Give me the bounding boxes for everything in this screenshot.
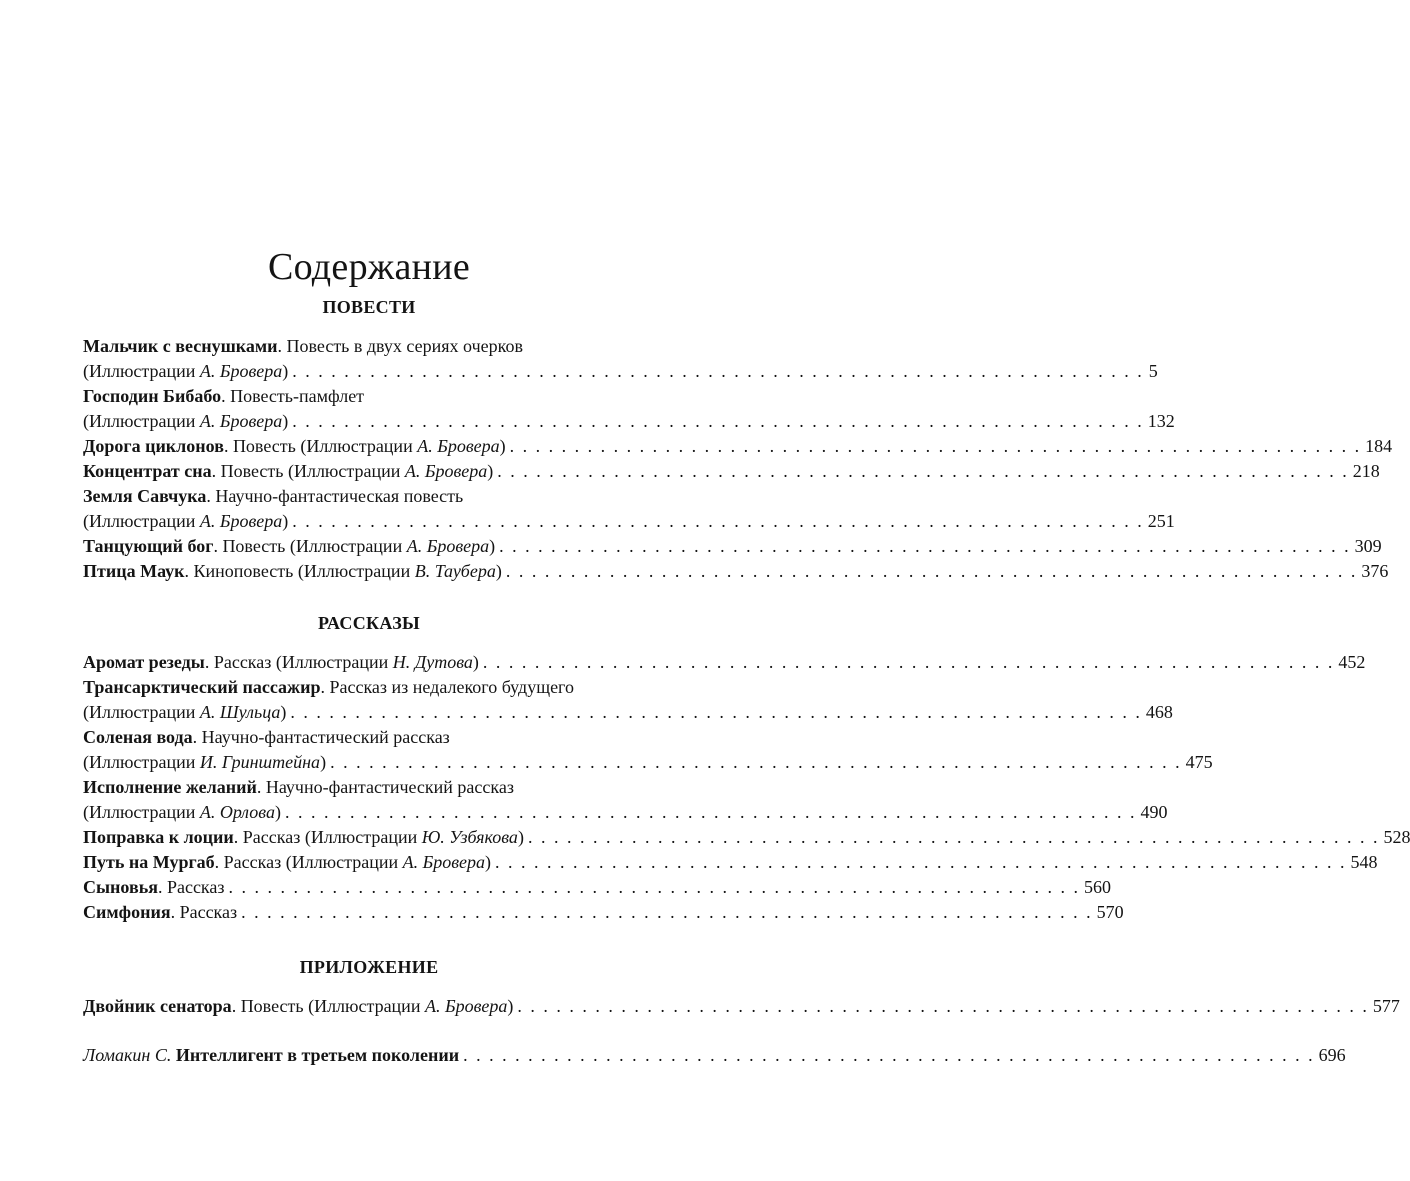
toc-line <box>83 700 1173 725</box>
toc-entry <box>83 850 1378 875</box>
entry-description: . Повесть (Иллюстрации <box>213 536 407 556</box>
entry-description: . Рассказ <box>157 877 225 897</box>
toc-entry <box>83 775 1168 825</box>
entry-text <box>83 650 479 675</box>
section-heading: РАССКАЗЫ <box>318 613 420 633</box>
illustrator-name: В. Таубера <box>414 561 496 581</box>
entry-text <box>83 875 225 900</box>
dot-leader: . . . . . . . . . . . . . . . . . . . . . . . . . . . . . . . . . . . . . . . . . . . . . . . . . . . . . . . . . . . . . . . . . . <box>497 461 1349 481</box>
page-number: 5 <box>1148 361 1158 381</box>
entry-description: (Иллюстрации <box>83 361 200 381</box>
section-heading: ПРИЛОЖЕНИЕ <box>299 957 439 977</box>
illustrator-name: И. Гринштейна <box>199 752 321 772</box>
toc-entry <box>83 484 1175 534</box>
entry-description-end: ) <box>282 511 289 531</box>
section-heading: ПОВЕСТИ <box>322 297 416 317</box>
toc-line <box>83 384 649 409</box>
illustrator-name: А. Бровера <box>406 536 490 556</box>
toc-line <box>83 459 1380 484</box>
page-number: 570 <box>1096 902 1124 922</box>
dot-leader: . . . . . . . . . . . . . . . . . . . . . . . . . . . . . . . . . . . . . . . . . . . . . . . . . . . . . . . . . . . . . . . . . . <box>527 827 1380 847</box>
entry-text <box>83 800 281 825</box>
entry-description: (Иллюстрации <box>83 411 200 431</box>
entry-text <box>83 825 524 850</box>
entry-title: Господин Бибабо <box>83 386 222 406</box>
author-name: Ломакин С. <box>83 1045 172 1065</box>
entry-title: Дорога циклонов <box>83 436 224 456</box>
entry-description: . Киноповесть (Иллюстрации <box>184 561 415 581</box>
page-number: 184 <box>1365 436 1393 456</box>
entry-subtitle: . Повесть-памфлет <box>221 386 365 406</box>
illustrator-name: А. Шульца <box>199 702 281 722</box>
illustrator-name: А. Бровера <box>417 436 500 456</box>
entry-description-end: ) <box>507 996 514 1016</box>
illustrator-name: А. Орлова <box>199 802 275 822</box>
page-title: Содержание <box>267 246 471 289</box>
entry-description: (Иллюстрации <box>83 511 200 531</box>
dot-leader: . . . . . . . . . . . . . . . . . . . . . . . . . . . . . . . . . . . . . . . . . . . . . . . . . . . . . . . . . . . . . . . . . . <box>509 436 1362 456</box>
toc-entry <box>83 534 1382 559</box>
entry-description-end: ) <box>517 827 524 847</box>
illustrator-name: Ю. Узбякова <box>421 827 518 847</box>
illustrator-name: Н. Дутова <box>392 652 473 672</box>
dot-leader: . . . . . . . . . . . . . . . . . . . . . . . . . . . . . . . . . . . . . . . . . . . . . . . . . . . . . . . . . . . . . . . . . . <box>241 902 1093 922</box>
entry-title: Поправка к лоции <box>83 827 234 847</box>
toc-list <box>83 994 1400 1019</box>
entry-description-end: ) <box>499 436 506 456</box>
toc-entry <box>83 384 1175 434</box>
page-number: 696 <box>1318 1045 1346 1065</box>
page-number: 309 <box>1354 536 1382 556</box>
entry-subtitle: . Повесть в двух сериях очерков <box>277 336 523 356</box>
dot-leader: . . . . . . . . . . . . . . . . . . . . . . . . . . . . . . . . . . . . . . . . . . . . . . . . . . . . . . . . . . . . . . . . . . <box>330 752 1182 772</box>
toc-line <box>83 875 1112 900</box>
dot-leader: . . . . . . . . . . . . . . . . . . . . . . . . . . . . . . . . . . . . . . . . . . . . . . . . . . . . . . . . . . . . . . . . . . <box>482 652 1335 672</box>
entry-title: Птица Маук <box>83 561 185 581</box>
toc-entry <box>83 459 1380 484</box>
toc-line <box>83 900 1124 925</box>
entry-subtitle: . Научно-фантастическая повесть <box>206 486 464 506</box>
entry-title: Двойник сенатора <box>83 996 232 1016</box>
entry-description: . Рассказ (Иллюстрации <box>233 827 422 847</box>
toc-line <box>83 509 1175 534</box>
entry-description: . Рассказ <box>170 902 238 922</box>
page-number: 490 <box>1140 802 1168 822</box>
toc-line <box>83 825 1410 850</box>
dot-leader: . . . . . . . . . . . . . . . . . . . . . . . . . . . . . . . . . . . . . . . . . . . . . . . . . . . . . . . . . . . . . . . . . . <box>499 536 1351 556</box>
entry-title: Трансарктический пассажир <box>83 677 321 697</box>
entry-description-end: ) <box>282 361 289 381</box>
entry-title: Земля Савчука <box>83 486 207 506</box>
entry-text <box>83 1043 459 1068</box>
entry-text <box>83 534 495 559</box>
illustrator-name: А. Бровера <box>402 852 486 872</box>
dot-leader: . . . . . . . . . . . . . . . . . . . . . . . . . . . . . . . . . . . . . . . . . . . . . . . . . . . . . . . . . . . . . . . . . . <box>517 996 1369 1016</box>
page-number: 251 <box>1147 511 1175 531</box>
entry-title: Исполнение желаний <box>83 777 257 797</box>
entry-title: Интеллигент в третьем поколении <box>175 1045 460 1065</box>
entry-text <box>83 509 288 534</box>
dot-leader: . . . . . . . . . . . . . . . . . . . . . . . . . . . . . . . . . . . . . . . . . . . . . . . . . . . . . . . . . . . . . . . . . . <box>228 877 1081 897</box>
dot-leader: . . . . . . . . . . . . . . . . . . . . . . . . . . . . . . . . . . . . . . . . . . . . . . . . . . . . . . . . . . . . . . . . . . <box>292 511 1144 531</box>
entry-description-end: ) <box>320 752 327 772</box>
toc-line <box>83 359 1158 384</box>
toc-line <box>83 484 649 509</box>
toc-entry <box>83 650 1366 675</box>
entry-description: (Иллюстрации <box>83 802 200 822</box>
dot-leader: . . . . . . . . . . . . . . . . . . . . . . . . . . . . . . . . . . . . . . . . . . . . . . . . . . . . . . . . . . . . . . . . . . <box>505 561 1358 581</box>
entry-text <box>83 559 502 584</box>
toc-line <box>83 534 1382 559</box>
dot-leader: . . . . . . . . . . . . . . . . . . . . . . . . . . . . . . . . . . . . . . . . . . . . . . . . . . . . . . . . . . . . . . . . . . <box>463 1045 1315 1065</box>
entry-description: . Рассказ (Иллюстрации <box>214 852 403 872</box>
toc-list <box>83 334 1393 584</box>
entry-title: Мальчик с веснушками <box>83 336 278 356</box>
page-number: 452 <box>1338 652 1366 672</box>
toc-entry <box>83 725 1213 775</box>
entry-title: Сыновья <box>83 877 158 897</box>
entry-text <box>83 700 286 725</box>
page-number: 560 <box>1084 877 1112 897</box>
toc-entry <box>83 434 1393 459</box>
dot-leader: . . . . . . . . . . . . . . . . . . . . . . . . . . . . . . . . . . . . . . . . . . . . . . . . . . . . . . . . . . . . . . . . . . <box>290 702 1142 722</box>
toc-line <box>83 775 649 800</box>
entry-description: (Иллюстрации <box>83 752 200 772</box>
dot-leader: . . . . . . . . . . . . . . . . . . . . . . . . . . . . . . . . . . . . . . . . . . . . . . . . . . . . . . . . . . . . . . . . . . <box>292 411 1144 431</box>
entry-description-end: ) <box>495 561 502 581</box>
entry-text <box>83 434 506 459</box>
toc-line <box>83 750 1213 775</box>
entry-text <box>83 750 326 775</box>
toc-entry <box>83 875 1112 900</box>
entry-text <box>83 850 491 875</box>
dot-leader: . . . . . . . . . . . . . . . . . . . . . . . . . . . . . . . . . . . . . . . . . . . . . . . . . . . . . . . . . . . . . . . . . . <box>495 852 1347 872</box>
page-number: 132 <box>1147 411 1175 431</box>
entry-description: . Повесть (Иллюстрации <box>231 996 425 1016</box>
illustrator-name: А. Бровера <box>424 996 508 1016</box>
dot-leader: . . . . . . . . . . . . . . . . . . . . . . . . . . . . . . . . . . . . . . . . . . . . . . . . . . . . . . . . . . . . . . . . . . <box>292 361 1144 381</box>
entry-title: Аромат резеды <box>83 652 205 672</box>
toc-entry <box>83 900 1124 925</box>
entry-description: . Рассказ (Иллюстрации <box>204 652 393 672</box>
toc-entry <box>83 559 1389 584</box>
dot-leader: . . . . . . . . . . . . . . . . . . . . . . . . . . . . . . . . . . . . . . . . . . . . . . . . . . . . . . . . . . . . . . . . . . <box>284 802 1137 822</box>
entry-description: (Иллюстрации <box>83 702 200 722</box>
entry-description: . Повесть (Иллюстрации <box>211 461 405 481</box>
page-number: 468 <box>1145 702 1173 722</box>
toc-entry <box>83 994 1400 1019</box>
page-number: 528 <box>1383 827 1410 847</box>
entry-subtitle: . Научно-фантастический рассказ <box>256 777 514 797</box>
entry-description-end: ) <box>487 461 494 481</box>
page-number: 376 <box>1361 561 1389 581</box>
toc-line <box>83 675 649 700</box>
entry-title: Путь на Мургаб <box>83 852 215 872</box>
toc-line <box>83 1043 1346 1068</box>
toc-line <box>83 559 1389 584</box>
entry-text <box>83 900 237 925</box>
entry-description-end: ) <box>280 702 287 722</box>
entry-description-end: ) <box>489 536 496 556</box>
entry-title: Танцующий бог <box>83 536 214 556</box>
page-number: 218 <box>1352 461 1380 481</box>
entry-description: . Повесть (Иллюстрации <box>223 436 418 456</box>
illustrator-name: А. Бровера <box>199 411 283 431</box>
toc-line <box>83 800 1168 825</box>
entry-title: Концентрат сна <box>83 461 212 481</box>
entry-title: Соленая вода <box>83 727 193 747</box>
entry-text <box>83 359 288 384</box>
entry-description-end: ) <box>282 411 289 431</box>
toc-entry <box>83 334 1158 384</box>
toc-line <box>83 434 1393 459</box>
entry-title: Симфония <box>83 902 171 922</box>
entry-description-end: ) <box>485 852 492 872</box>
entry-text <box>83 459 493 484</box>
entry-description-end: ) <box>472 652 479 672</box>
toc-entry <box>83 825 1410 850</box>
entry-text <box>83 409 288 434</box>
entry-subtitle: . Рассказ из недалекого будущего <box>320 677 574 697</box>
page-number: 548 <box>1350 852 1378 872</box>
entry-description-end: ) <box>274 802 281 822</box>
toc-entry <box>83 675 1173 725</box>
toc-line <box>83 850 1378 875</box>
illustrator-name: А. Бровера <box>199 361 283 381</box>
toc-list <box>83 650 1410 925</box>
toc-line <box>83 725 649 750</box>
entry-text <box>83 994 513 1019</box>
entry-subtitle: . Научно-фантастический рассказ <box>192 727 450 747</box>
toc-line <box>83 650 1366 675</box>
page-number: 475 <box>1185 752 1213 772</box>
toc-line <box>83 994 1400 1019</box>
illustrator-name: А. Бровера <box>404 461 488 481</box>
page-number: 577 <box>1372 996 1400 1016</box>
toc-line <box>83 409 1175 434</box>
toc-line <box>83 334 649 359</box>
afterword-entry <box>83 1043 1346 1068</box>
illustrator-name: А. Бровера <box>199 511 283 531</box>
